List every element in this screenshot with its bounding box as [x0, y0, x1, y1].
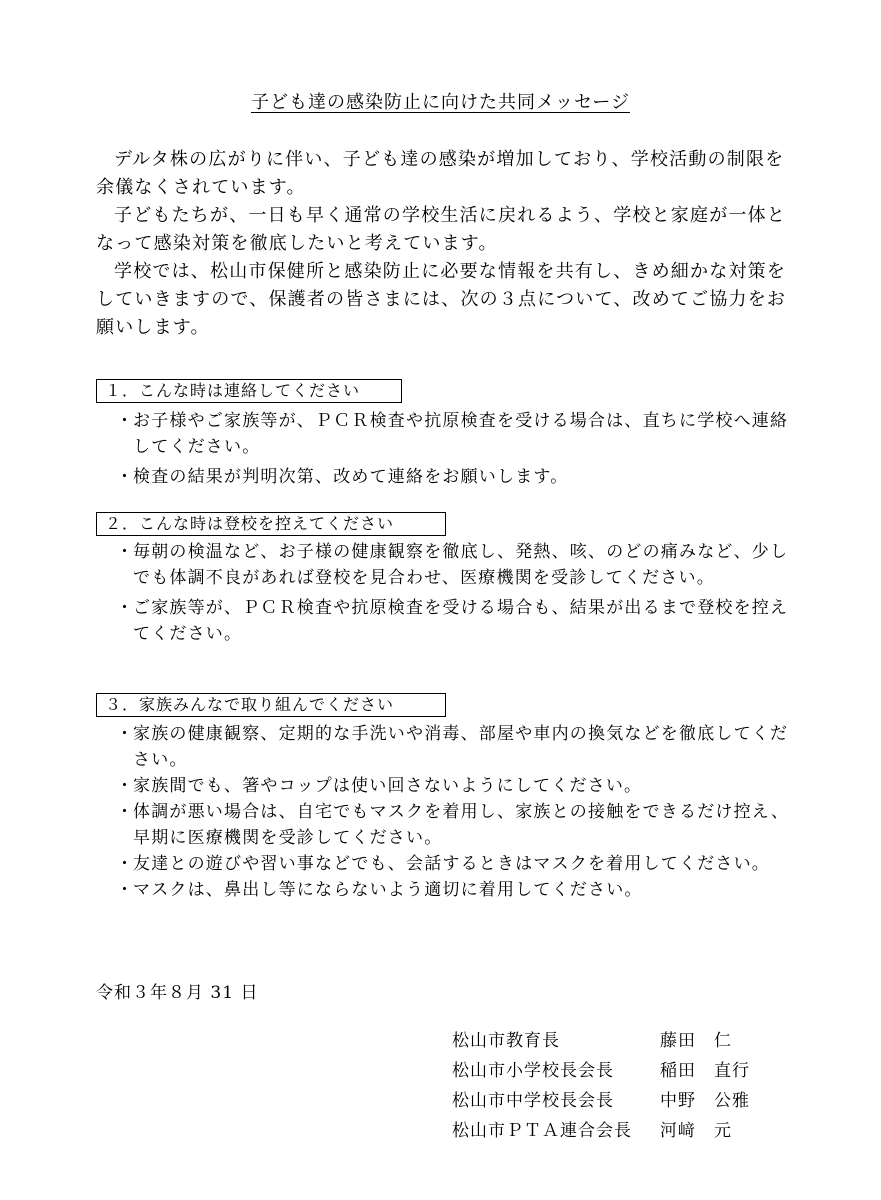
section-heading-1: １．こんな時は連絡してください	[96, 379, 402, 403]
signature-name: 河﨑 元	[660, 1121, 732, 1141]
signature-role: 松山市教育長	[452, 1031, 560, 1051]
list-item	[116, 799, 796, 851]
signature-role: 松山市小学校長会長	[452, 1061, 614, 1081]
intro-paragraph: 子どもたちが、一日も早く通常の学校生活に戻れるよう、学校と家庭が一体となって感染対策を徹底したいと考えています。	[96, 205, 786, 254]
intro-text	[96, 146, 796, 342]
signature-name: 藤田 仁	[660, 1031, 732, 1051]
list-item-text: お子様やご家族等が、ＰＣＲ検査や抗原検査を受ける場合は、直ちに学校へ連絡してください。	[133, 411, 789, 457]
document-date: 令和３年８月 31 日	[96, 983, 259, 1003]
list-item-text: マスクは、鼻出し等にならないよう適切に着用してください。	[133, 880, 643, 900]
signature-role: 松山市ＰＴＡ連合会長	[452, 1121, 632, 1141]
bullet: ・	[116, 724, 135, 744]
list-item-text: 家族の健康観察、定期的な手洗いや消毒、部屋や車内の換気などを徹底してください。	[133, 724, 789, 770]
signature-block	[452, 1026, 792, 1146]
bullet: ・	[116, 802, 135, 822]
list-item	[116, 595, 796, 647]
section-heading-2: ２．こんな時は登校を控えてください	[96, 512, 446, 536]
signature-role: 松山市中学校長会長	[452, 1091, 614, 1111]
bullet: ・	[116, 854, 135, 874]
section-3-list	[116, 721, 796, 903]
list-item	[116, 539, 796, 591]
bullet: ・	[116, 542, 135, 562]
signature-name: 中野 公雅	[660, 1091, 750, 1111]
bullet: ・	[116, 598, 135, 618]
document-title	[0, 88, 881, 114]
list-item-text: 毎朝の検温など、お子様の健康観察を徹底し、発熱、咳、のどの痛みなど、少しでも体調不良があれば登校を見合わせ、医療機関を受診してください。	[133, 542, 789, 588]
bullet: ・	[116, 411, 135, 431]
signature-row	[452, 1116, 792, 1146]
bullet: ・	[116, 467, 135, 487]
document-title-text: 子ども達の感染防止に向けた共同メッセージ	[251, 92, 630, 113]
section-1-list	[116, 408, 796, 490]
section-2-list	[116, 539, 796, 647]
signature-name: 稲田 直行	[660, 1061, 750, 1081]
list-item-text: 友達との遊びや習い事などでも、会話するときはマスクを着用してください。	[133, 854, 770, 874]
list-item	[116, 721, 796, 773]
list-item	[116, 877, 796, 903]
list-item-text: 家族間でも、箸やコップは使い回さないようにしてください。	[133, 776, 643, 796]
intro-paragraph: 学校では、松山市保健所と感染防止に必要な情報を共有し、きめ細かな対策をしていきますので、保護者の皆さまには、次の３点について、改めてご協力をお願いします。	[96, 261, 787, 338]
list-item-text: ご家族等が、ＰＣＲ検査や抗原検査を受ける場合も、結果が出るまで登校を控えてください。	[133, 598, 789, 644]
list-item	[116, 773, 796, 799]
intro-paragraph: デルタ株の広がりに伴い、子ども達の感染が増加しており、学校活動の制限を余儀なくされています。	[96, 149, 785, 198]
list-item	[116, 851, 796, 877]
list-item-text: 検査の結果が判明次第、改めて連絡をお願いします。	[133, 467, 569, 487]
signature-row	[452, 1026, 792, 1056]
list-item	[116, 464, 796, 490]
signature-row	[452, 1056, 792, 1086]
signature-row	[452, 1086, 792, 1116]
list-item-text: 体調が悪い場合は、自宅でもマスクを着用し、家族との接触をできるだけ控え、早期に医療機関を受診してください。	[133, 802, 790, 848]
list-item	[116, 408, 796, 460]
section-heading-3: ３．家族みんなで取り組んでください	[96, 693, 446, 717]
bullet: ・	[116, 776, 135, 796]
bullet: ・	[116, 880, 135, 900]
